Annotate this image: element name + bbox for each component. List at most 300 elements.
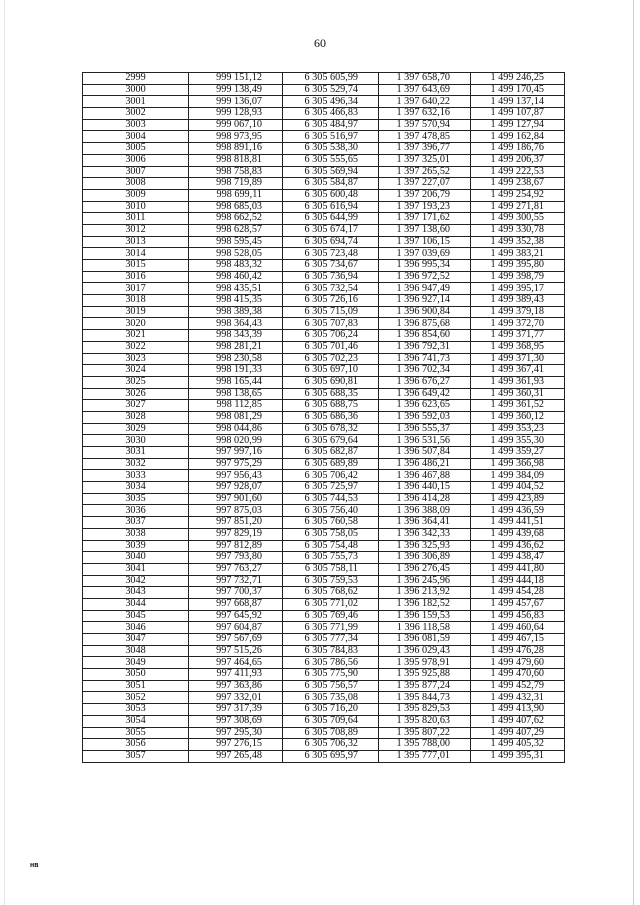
coordinate-cell: 1 499 456,83 xyxy=(471,610,565,622)
coordinate-cell: 1 395 978,91 xyxy=(379,657,471,669)
coordinate-cell: 1 499 404,52 xyxy=(471,482,565,494)
coordinate-cell: 997 668,87 xyxy=(189,598,283,610)
table-row xyxy=(83,680,565,692)
coordinate-cell: 6 305 688,35 xyxy=(283,388,379,400)
coordinate-cell: 1 397 193,23 xyxy=(379,201,471,213)
coordinate-cell: 997 604,87 xyxy=(189,622,283,634)
coordinate-cell: 6 305 708,89 xyxy=(283,727,379,739)
coordinate-cell: 1 499 246,25 xyxy=(471,73,565,85)
point-number-cell: 3048 xyxy=(83,645,189,657)
point-number-cell: 3026 xyxy=(83,388,189,400)
table-row xyxy=(83,657,565,669)
coordinate-cell: 997 851,20 xyxy=(189,517,283,529)
point-number-cell: 3005 xyxy=(83,143,189,155)
table-row xyxy=(83,669,565,681)
point-number-cell: 3037 xyxy=(83,517,189,529)
coordinate-cell: 998 435,51 xyxy=(189,283,283,295)
coordinate-cell: 997 732,71 xyxy=(189,575,283,587)
coordinate-cell: 1 499 479,60 xyxy=(471,657,565,669)
coordinate-cell: 1 499 254,92 xyxy=(471,189,565,201)
coordinate-cell: 998 112,85 xyxy=(189,400,283,412)
coordinate-cell: 6 305 701,46 xyxy=(283,341,379,353)
coordinate-cell: 997 928,07 xyxy=(189,482,283,494)
coordinate-cell: 6 305 706,32 xyxy=(283,739,379,751)
coordinate-cell: 998 685,03 xyxy=(189,201,283,213)
point-number-cell: 3021 xyxy=(83,330,189,342)
coordinate-cell: 1 395 807,22 xyxy=(379,727,471,739)
table-row xyxy=(83,458,565,470)
point-number-cell: 3030 xyxy=(83,435,189,447)
coordinate-cell: 1 499 360,12 xyxy=(471,411,565,423)
coordinate-cell: 999 128,93 xyxy=(189,108,283,120)
coordinate-cell: 6 305 674,17 xyxy=(283,224,379,236)
coordinate-cell: 6 305 768,62 xyxy=(283,587,379,599)
coordinate-cell: 1 396 531,56 xyxy=(379,435,471,447)
coordinate-cell: 6 305 466,83 xyxy=(283,108,379,120)
coordinate-cell: 998 343,39 xyxy=(189,330,283,342)
table-row xyxy=(83,119,565,131)
coordinate-cell: 1 396 592,03 xyxy=(379,411,471,423)
coordinate-cell: 997 975,29 xyxy=(189,458,283,470)
coordinate-cell: 1 499 441,51 xyxy=(471,517,565,529)
coordinate-cell: 1 395 820,63 xyxy=(379,715,471,727)
point-number-cell: 3044 xyxy=(83,598,189,610)
point-number-cell: 3013 xyxy=(83,236,189,248)
coordinate-cell: 6 305 679,64 xyxy=(283,435,379,447)
point-number-cell: 3025 xyxy=(83,376,189,388)
coordinate-cell: 998 191,33 xyxy=(189,365,283,377)
coordinate-cell: 1 499 407,62 xyxy=(471,715,565,727)
coordinate-cell: 6 305 678,32 xyxy=(283,423,379,435)
coordinate-cell: 6 305 736,94 xyxy=(283,271,379,283)
coordinate-cell: 1 499 222,53 xyxy=(471,166,565,178)
coordinate-cell: 998 891,16 xyxy=(189,143,283,155)
point-number-cell: 3049 xyxy=(83,657,189,669)
coordinate-cell: 1 499 395,80 xyxy=(471,260,565,272)
coordinate-cell: 6 305 616,94 xyxy=(283,201,379,213)
table-row xyxy=(83,575,565,587)
coordinate-cell: 997 332,01 xyxy=(189,692,283,704)
point-number-cell: 3050 xyxy=(83,669,189,681)
coordinate-cell: 1 396 467,88 xyxy=(379,470,471,482)
coordinate-cell: 997 265,48 xyxy=(189,750,283,762)
table-row xyxy=(83,306,565,318)
coordinate-cell: 997 515,26 xyxy=(189,645,283,657)
coordinate-cell: 1 499 360,31 xyxy=(471,388,565,400)
coordinate-cell: 999 136,07 xyxy=(189,96,283,108)
coordinate-cell: 1 396 306,89 xyxy=(379,552,471,564)
coordinate-cell: 1 499 361,52 xyxy=(471,400,565,412)
coordinate-cell: 1 499 206,37 xyxy=(471,154,565,166)
coordinate-cell: 1 499 162,84 xyxy=(471,131,565,143)
coordinate-cell: 6 305 688,75 xyxy=(283,400,379,412)
point-number-cell: 3038 xyxy=(83,528,189,540)
point-number-cell: 3051 xyxy=(83,680,189,692)
coordinate-cell: 6 305 702,23 xyxy=(283,353,379,365)
table-row xyxy=(83,727,565,739)
table-row xyxy=(83,715,565,727)
coordinate-cell: 6 305 686,36 xyxy=(283,411,379,423)
point-number-cell: 3009 xyxy=(83,189,189,201)
coordinate-cell: 6 305 786,56 xyxy=(283,657,379,669)
coordinate-cell: 1 396 676,27 xyxy=(379,376,471,388)
point-number-cell: 3003 xyxy=(83,119,189,131)
coordinates-table-body xyxy=(83,73,565,763)
table-row xyxy=(83,318,565,330)
table-row xyxy=(83,400,565,412)
point-number-cell: 3042 xyxy=(83,575,189,587)
coordinate-cell: 6 305 706,42 xyxy=(283,470,379,482)
coordinate-cell: 998 628,57 xyxy=(189,224,283,236)
table-row xyxy=(83,224,565,236)
coordinate-cell: 998 415,35 xyxy=(189,295,283,307)
table-row xyxy=(83,295,565,307)
coordinate-cell: 6 305 756,57 xyxy=(283,680,379,692)
point-number-cell: 3035 xyxy=(83,493,189,505)
coordinate-cell: 1 499 383,21 xyxy=(471,248,565,260)
coordinate-cell: 1 396 649,42 xyxy=(379,388,471,400)
coordinate-cell: 997 997,16 xyxy=(189,447,283,459)
coordinate-cell: 1 499 359,27 xyxy=(471,447,565,459)
point-number-cell: 3000 xyxy=(83,84,189,96)
point-number-cell: 3001 xyxy=(83,96,189,108)
point-number-cell: 3027 xyxy=(83,400,189,412)
point-number-cell: 3034 xyxy=(83,482,189,494)
coordinate-cell: 997 645,92 xyxy=(189,610,283,622)
point-number-cell: 2999 xyxy=(83,73,189,85)
coordinate-cell: 1 397 632,16 xyxy=(379,108,471,120)
coordinate-cell: 998 165,44 xyxy=(189,376,283,388)
point-number-cell: 3032 xyxy=(83,458,189,470)
coordinate-cell: 6 305 771,99 xyxy=(283,622,379,634)
table-row xyxy=(83,563,565,575)
coordinate-cell: 1 397 643,69 xyxy=(379,84,471,96)
coordinate-cell: 6 305 555,65 xyxy=(283,154,379,166)
table-row xyxy=(83,493,565,505)
coordinate-cell: 1 396 388,09 xyxy=(379,505,471,517)
coordinate-cell: 6 305 759,53 xyxy=(283,575,379,587)
coordinate-cell: 6 305 695,97 xyxy=(283,750,379,762)
coordinate-cell: 997 567,69 xyxy=(189,634,283,646)
coordinate-cell: 1 499 452,79 xyxy=(471,680,565,692)
coordinate-cell: 6 305 758,11 xyxy=(283,563,379,575)
coordinate-cell: 1 499 366,98 xyxy=(471,458,565,470)
point-number-cell: 3033 xyxy=(83,470,189,482)
table-row xyxy=(83,750,565,762)
table-row xyxy=(83,108,565,120)
coordinate-cell: 998 699,11 xyxy=(189,189,283,201)
coordinate-cell: 1 499 413,90 xyxy=(471,704,565,716)
table-row xyxy=(83,645,565,657)
coordinate-cell: 6 305 716,20 xyxy=(283,704,379,716)
coordinate-cell: 6 305 726,16 xyxy=(283,295,379,307)
coordinate-cell: 1 397 640,22 xyxy=(379,96,471,108)
coordinate-cell: 1 397 265,52 xyxy=(379,166,471,178)
coordinate-cell: 1 499 379,18 xyxy=(471,306,565,318)
table-row xyxy=(83,411,565,423)
coordinate-cell: 6 305 725,97 xyxy=(283,482,379,494)
point-number-cell: 3012 xyxy=(83,224,189,236)
coordinate-cell: 1 396 364,41 xyxy=(379,517,471,529)
coordinate-cell: 6 305 697,10 xyxy=(283,365,379,377)
coordinate-cell: 1 499 355,30 xyxy=(471,435,565,447)
coordinate-cell: 6 305 682,87 xyxy=(283,447,379,459)
coordinate-cell: 6 305 732,54 xyxy=(283,283,379,295)
coordinate-cell: 998 138,65 xyxy=(189,388,283,400)
coordinate-cell: 1 396 995,34 xyxy=(379,260,471,272)
coordinate-cell: 997 875,03 xyxy=(189,505,283,517)
coordinate-cell: 998 595,45 xyxy=(189,236,283,248)
point-number-cell: 3028 xyxy=(83,411,189,423)
coordinate-cell: 1 396 507,84 xyxy=(379,447,471,459)
table-row xyxy=(83,84,565,96)
coordinate-cell: 997 812,89 xyxy=(189,540,283,552)
coordinate-cell: 998 460,42 xyxy=(189,271,283,283)
coordinate-cell: 1 499 467,15 xyxy=(471,634,565,646)
point-number-cell: 3014 xyxy=(83,248,189,260)
coordinate-cell: 997 308,69 xyxy=(189,715,283,727)
table-row xyxy=(83,540,565,552)
table-row xyxy=(83,365,565,377)
coordinate-cell: 1 499 405,32 xyxy=(471,739,565,751)
coordinates-table xyxy=(82,72,565,763)
table-row xyxy=(83,341,565,353)
coordinate-cell: 998 020,99 xyxy=(189,435,283,447)
table-row xyxy=(83,482,565,494)
coordinate-cell: 6 305 744,53 xyxy=(283,493,379,505)
coordinate-cell: 1 499 398,79 xyxy=(471,271,565,283)
coordinate-cell: 999 138,49 xyxy=(189,84,283,96)
coordinate-cell: 1 396 081,59 xyxy=(379,634,471,646)
coordinate-cell: 1 499 441,80 xyxy=(471,563,565,575)
table-row xyxy=(83,248,565,260)
coordinate-cell: 1 499 330,78 xyxy=(471,224,565,236)
coordinate-cell: 1 396 276,45 xyxy=(379,563,471,575)
coordinate-cell: 1 396 947,49 xyxy=(379,283,471,295)
coordinate-cell: 1 499 389,43 xyxy=(471,295,565,307)
point-number-cell: 3055 xyxy=(83,727,189,739)
coordinate-cell: 1 396 854,60 xyxy=(379,330,471,342)
table-row xyxy=(83,376,565,388)
coordinate-cell: 999 067,10 xyxy=(189,119,283,131)
coordinate-cell: 999 151,12 xyxy=(189,73,283,85)
coordinate-cell: 6 305 529,74 xyxy=(283,84,379,96)
footer-mark: нв xyxy=(30,862,39,869)
coordinate-cell: 1 499 476,28 xyxy=(471,645,565,657)
coordinate-cell: 997 700,37 xyxy=(189,587,283,599)
table-row xyxy=(83,739,565,751)
coordinate-cell: 1 396 875,68 xyxy=(379,318,471,330)
coordinate-cell: 1 397 106,15 xyxy=(379,236,471,248)
coordinate-cell: 1 499 368,95 xyxy=(471,341,565,353)
point-number-cell: 3053 xyxy=(83,704,189,716)
point-number-cell: 3056 xyxy=(83,739,189,751)
coordinate-cell: 1 499 361,93 xyxy=(471,376,565,388)
table-row xyxy=(83,143,565,155)
table-row xyxy=(83,517,565,529)
coordinate-cell: 6 305 689,89 xyxy=(283,458,379,470)
coordinate-cell: 6 305 496,34 xyxy=(283,96,379,108)
coordinate-cell: 6 305 707,83 xyxy=(283,318,379,330)
coordinate-cell: 6 305 735,08 xyxy=(283,692,379,704)
coordinate-cell: 997 276,15 xyxy=(189,739,283,751)
point-number-cell: 3002 xyxy=(83,108,189,120)
coordinate-cell: 1 397 658,70 xyxy=(379,73,471,85)
coordinate-cell: 1 499 300,55 xyxy=(471,213,565,225)
table-row xyxy=(83,353,565,365)
coordinate-cell: 1 396 486,21 xyxy=(379,458,471,470)
point-number-cell: 3052 xyxy=(83,692,189,704)
table-row xyxy=(83,178,565,190)
coordinate-cell: 1 499 407,29 xyxy=(471,727,565,739)
coordinate-cell: 1 396 555,37 xyxy=(379,423,471,435)
coordinate-cell: 1 499 352,38 xyxy=(471,236,565,248)
scan-edge-right xyxy=(633,0,634,905)
table-row xyxy=(83,283,565,295)
coordinate-cell: 6 305 600,48 xyxy=(283,189,379,201)
point-number-cell: 3006 xyxy=(83,154,189,166)
coordinate-cell: 1 499 423,89 xyxy=(471,493,565,505)
coordinate-cell: 1 499 372,70 xyxy=(471,318,565,330)
point-number-cell: 3010 xyxy=(83,201,189,213)
coordinate-cell: 1 499 371,77 xyxy=(471,330,565,342)
coordinate-cell: 1 397 039,69 xyxy=(379,248,471,260)
table-row xyxy=(83,704,565,716)
coordinate-cell: 6 305 584,87 xyxy=(283,178,379,190)
coordinate-cell: 1 395 844,73 xyxy=(379,692,471,704)
coordinate-cell: 1 396 182,52 xyxy=(379,598,471,610)
table-row xyxy=(83,692,565,704)
coordinate-cell: 1 499 460,64 xyxy=(471,622,565,634)
coordinate-cell: 1 499 436,59 xyxy=(471,505,565,517)
table-row xyxy=(83,189,565,201)
table-row xyxy=(83,166,565,178)
coordinate-cell: 1 499 371,30 xyxy=(471,353,565,365)
point-number-cell: 3004 xyxy=(83,131,189,143)
point-number-cell: 3011 xyxy=(83,213,189,225)
coordinate-cell: 1 395 829,53 xyxy=(379,704,471,716)
coordinate-cell: 1 499 170,45 xyxy=(471,84,565,96)
coordinate-cell: 998 758,83 xyxy=(189,166,283,178)
coordinate-cell: 998 081,29 xyxy=(189,411,283,423)
point-number-cell: 3017 xyxy=(83,283,189,295)
coordinate-cell: 1 499 353,23 xyxy=(471,423,565,435)
coordinate-cell: 1 397 227,07 xyxy=(379,178,471,190)
point-number-cell: 3046 xyxy=(83,622,189,634)
table-row xyxy=(83,505,565,517)
point-number-cell: 3024 xyxy=(83,365,189,377)
coordinate-cell: 1 396 118,58 xyxy=(379,622,471,634)
coordinate-cell: 1 397 206,79 xyxy=(379,189,471,201)
coordinate-cell: 6 305 758,05 xyxy=(283,528,379,540)
point-number-cell: 3007 xyxy=(83,166,189,178)
coordinate-cell: 997 363,86 xyxy=(189,680,283,692)
coordinate-cell: 1 499 438,47 xyxy=(471,552,565,564)
coordinate-cell: 997 763,27 xyxy=(189,563,283,575)
table-row xyxy=(83,447,565,459)
coordinate-cell: 1 396 900,84 xyxy=(379,306,471,318)
point-number-cell: 3057 xyxy=(83,750,189,762)
point-number-cell: 3022 xyxy=(83,341,189,353)
coordinate-cell: 1 499 238,67 xyxy=(471,178,565,190)
point-number-cell: 3018 xyxy=(83,295,189,307)
coordinate-cell: 1 396 245,96 xyxy=(379,575,471,587)
coordinate-cell: 6 305 777,34 xyxy=(283,634,379,646)
coordinate-cell: 1 396 029,43 xyxy=(379,645,471,657)
table-row xyxy=(83,73,565,85)
table-row xyxy=(83,260,565,272)
point-number-cell: 3039 xyxy=(83,540,189,552)
coordinate-cell: 1 396 414,28 xyxy=(379,493,471,505)
table-row xyxy=(83,622,565,634)
coordinate-cell: 997 317,39 xyxy=(189,704,283,716)
point-number-cell: 3031 xyxy=(83,447,189,459)
coordinate-cell: 6 305 484,97 xyxy=(283,119,379,131)
table-row xyxy=(83,470,565,482)
coordinate-cell: 6 305 754,48 xyxy=(283,540,379,552)
coordinate-cell: 6 305 760,58 xyxy=(283,517,379,529)
point-number-cell: 3015 xyxy=(83,260,189,272)
point-number-cell: 3016 xyxy=(83,271,189,283)
coordinate-cell: 997 956,43 xyxy=(189,470,283,482)
point-number-cell: 3047 xyxy=(83,634,189,646)
table-row xyxy=(83,435,565,447)
table-row xyxy=(83,131,565,143)
coordinate-cell: 6 305 706,24 xyxy=(283,330,379,342)
page-number: 60 xyxy=(314,36,326,50)
coordinate-cell: 997 411,93 xyxy=(189,669,283,681)
table-row xyxy=(83,330,565,342)
scan-edge-left xyxy=(4,0,5,905)
table-row xyxy=(83,610,565,622)
coordinate-cell: 997 829,19 xyxy=(189,528,283,540)
coordinate-cell: 6 305 755,73 xyxy=(283,552,379,564)
coordinate-cell: 1 397 396,77 xyxy=(379,143,471,155)
point-number-cell: 3054 xyxy=(83,715,189,727)
coordinate-cell: 6 305 769,46 xyxy=(283,610,379,622)
coordinate-cell: 6 305 516,97 xyxy=(283,131,379,143)
coordinate-cell: 998 973,95 xyxy=(189,131,283,143)
table-row xyxy=(83,271,565,283)
coordinate-cell: 1 397 171,62 xyxy=(379,213,471,225)
point-number-cell: 3045 xyxy=(83,610,189,622)
point-number-cell: 3020 xyxy=(83,318,189,330)
coordinate-cell: 1 499 137,14 xyxy=(471,96,565,108)
coordinate-cell: 1 397 478,85 xyxy=(379,131,471,143)
table-row xyxy=(83,96,565,108)
coordinate-cell: 1 499 186,76 xyxy=(471,143,565,155)
coordinate-cell: 6 305 709,64 xyxy=(283,715,379,727)
coordinate-cell: 1 499 439,68 xyxy=(471,528,565,540)
coordinate-cell: 998 230,58 xyxy=(189,353,283,365)
coordinate-cell: 1 396 927,14 xyxy=(379,295,471,307)
coordinate-cell: 1 396 741,73 xyxy=(379,353,471,365)
coordinate-cell: 998 818,81 xyxy=(189,154,283,166)
coordinate-cell: 1 499 367,41 xyxy=(471,365,565,377)
coordinate-cell: 1 396 159,53 xyxy=(379,610,471,622)
coordinate-cell: 6 305 756,40 xyxy=(283,505,379,517)
coordinate-cell: 1 499 457,67 xyxy=(471,598,565,610)
coordinate-cell: 1 396 623,65 xyxy=(379,400,471,412)
coordinate-cell: 998 483,32 xyxy=(189,260,283,272)
point-number-cell: 3043 xyxy=(83,587,189,599)
coordinate-cell: 1 395 925,88 xyxy=(379,669,471,681)
point-number-cell: 3019 xyxy=(83,306,189,318)
coordinate-cell: 6 305 734,67 xyxy=(283,260,379,272)
coordinate-cell: 6 305 715,09 xyxy=(283,306,379,318)
coordinate-cell: 1 396 325,93 xyxy=(379,540,471,552)
point-number-cell: 3040 xyxy=(83,552,189,564)
